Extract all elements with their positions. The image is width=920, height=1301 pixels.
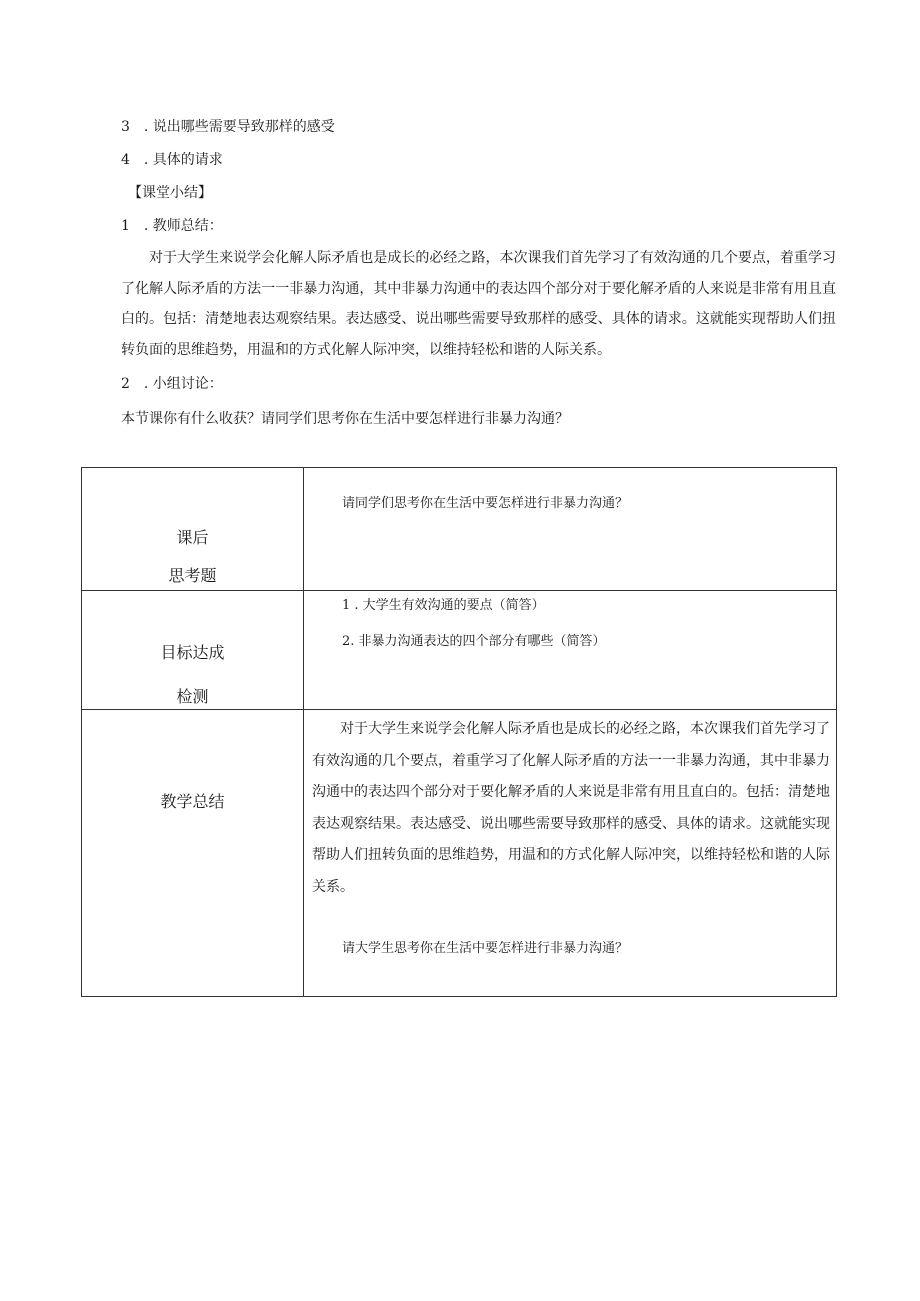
goal-check-label-line2: 检测 xyxy=(176,687,209,706)
goal-check-item-1: 1 . 大学生有效沟通的要点（简答） xyxy=(342,598,545,613)
table-row-teaching-summary xyxy=(82,710,837,997)
goal-check-label-line1: 目标达成 xyxy=(160,643,225,662)
homework-label-line2: 思考题 xyxy=(168,566,217,585)
teaching-summary-label: 教学总结 xyxy=(160,792,225,811)
goal-check-item-2: 2. 非暴力沟通表达的四个部分有哪些（简答） xyxy=(342,634,606,649)
table-row-homework xyxy=(82,468,837,591)
lesson-table xyxy=(81,467,837,997)
homework-question: 请同学们思考你在生活中要怎样进行非暴力沟通？ xyxy=(342,496,629,511)
section-heading: 【课堂小结】 xyxy=(128,185,212,201)
sub-heading-group-discussion: 2 . 小组讨论： xyxy=(121,376,223,392)
sub-heading-teacher-summary: 1 . 教师总结： xyxy=(121,218,223,234)
list-item-3: 3 . 说出哪些需要导致那样的感受 xyxy=(121,119,335,135)
list-item-4: 4 . 具体的请求 xyxy=(121,152,223,168)
table-row-goal-check xyxy=(82,591,837,710)
teaching-summary-question: 请大学生思考你在生活中要怎样进行非暴力沟通？ xyxy=(342,941,629,956)
homework-label-line1: 课后 xyxy=(176,528,209,547)
discussion-question: 本节课你有什么收获？请同学们思考你在生活中要怎样进行非暴力沟通？ xyxy=(121,411,569,427)
content-cell-homework xyxy=(304,468,837,591)
label-cell-homework xyxy=(82,468,304,591)
label-cell-goal-check xyxy=(82,591,304,710)
summary-paragraph: 对于大学生来说学会化解人际矛盾也是成长的必经之路，本次课我们首先学习了有效沟通的几个要点，着重学习了化解人际矛盾的方法一一非暴力沟通，其中非暴力沟通中的表达四个部分对于要化解矛盾的人来说是非常有用且直白的。包括：清楚地表达观察结果。表达感受、说出哪些需要导致那样的感受、具体的请求。这就能实现帮助人们扭转负面的思维趋势，用温和的方式化解人际冲突，以维持轻松和谐的人际关系。 xyxy=(121,250,836,358)
content-cell-teaching-summary xyxy=(304,710,837,997)
content-cell-goal-check xyxy=(304,591,837,710)
teaching-summary-paragraph: 对于大学生来说学会化解人际矛盾也是成长的必经之路，本次课我们首先学习了有效沟通的几个要点，着重学习了化解人际矛盾的方法一一非暴力沟通，其中非暴力沟通中的表达四个部分对于要化解矛盾的人来说是非常有用且直白的。包括：清楚地表达观察结果。表达感受、说出哪些需要导致那样的感受、具体的请求。这就能实现帮助人们扭转负面的思维趋势，用温和的方式化解人际冲突，以维持轻松和谐的人际关系。 xyxy=(312,721,830,895)
label-cell-teaching-summary xyxy=(82,710,304,997)
